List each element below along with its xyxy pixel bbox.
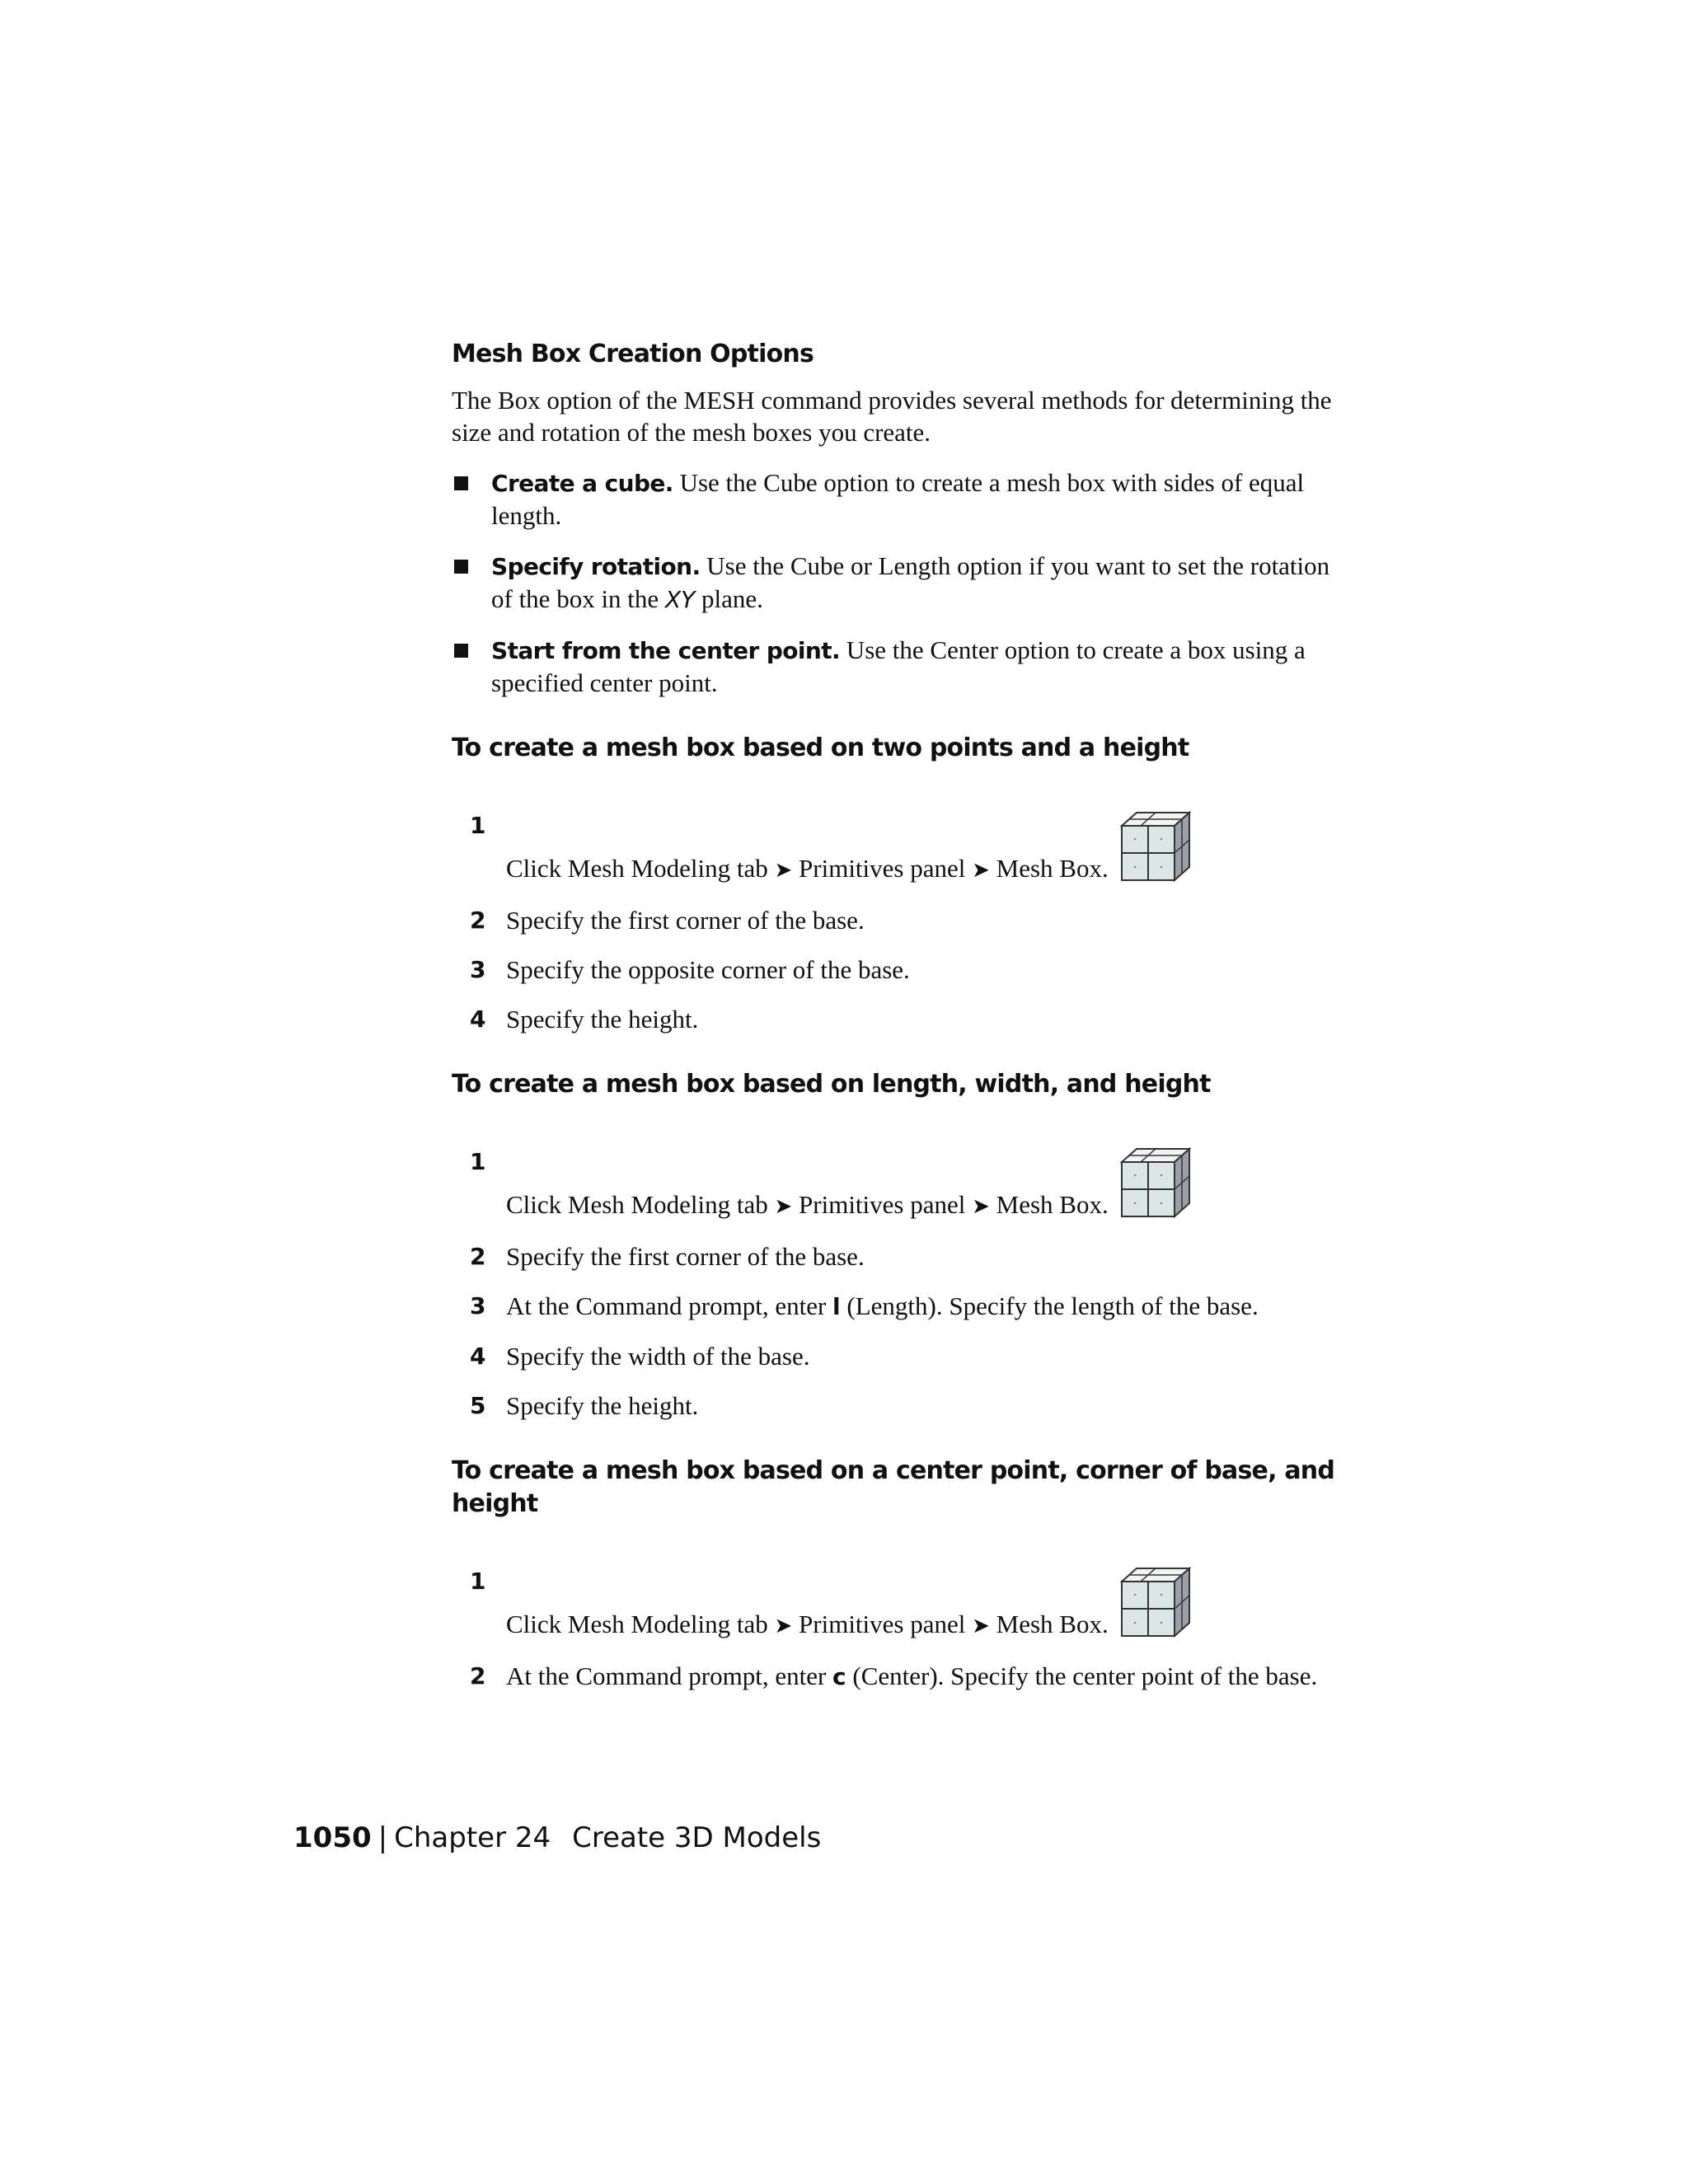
step-number: 3 [470,956,486,983]
step-number: 1 [470,812,486,839]
list-item [452,768,1342,887]
bullet-lead: Specify rotation. [491,553,701,580]
step-text: At the Command prompt, enter [506,1661,833,1690]
menu-arrow-icon: ➤ [774,858,793,883]
list-item [452,904,1342,936]
step-text: Mesh Box. [996,854,1109,883]
intro-paragraph: The Box option of the MESH command provides several methods for determining the size and rotation of the mesh boxes you create. [452,386,1332,447]
step-number: 4 [470,1005,486,1033]
step-number: 1 [470,1568,486,1595]
bullet-lead: Start from the center point. [491,637,841,664]
step-text: (Center). Specify the center point of the base. [846,1661,1318,1690]
bullet-emphasis: XY [664,586,696,613]
step-text: Primitives panel [799,854,966,883]
step-text: Click Mesh Modeling tab [506,1610,768,1638]
chapter-title: Create 3D Models [572,1821,822,1854]
menu-arrow-icon: ➤ [774,1194,793,1219]
bullet-text: Use the Cube or Length option if you want to set the rotation of the box in the [491,551,1330,613]
procedure-heading: To create a mesh box based on two points and a height [452,733,1189,762]
step-text: Mesh Box. [996,1190,1109,1219]
list-item [452,1524,1342,1643]
step-number: 2 [470,1243,486,1270]
step-number: 4 [470,1343,486,1370]
footer-separator: | [377,1821,388,1854]
menu-arrow-icon: ➤ [972,858,990,883]
bullet-square-icon [454,560,468,574]
step-text: Specify the first corner of the base. [506,906,865,935]
section-heading: Mesh Box Creation Options [452,340,814,368]
step-number: 2 [470,907,486,934]
bullet-text-end: plane. [695,584,763,613]
mesh-box-icon [1120,1146,1191,1220]
procedure-steps [452,768,1342,1035]
mesh-box-icon [1120,1565,1191,1639]
step-number: 2 [470,1662,486,1690]
bullet-lead: Create a cube. [491,470,673,497]
list-item [452,466,1342,532]
step-text: Primitives panel [799,1610,966,1638]
menu-arrow-icon: ➤ [972,1614,990,1638]
list-item [452,550,1342,616]
step-text: (Length). Specify the length of the base. [840,1291,1259,1320]
page-number: 1050 [293,1821,372,1854]
step-number: 5 [470,1392,486,1419]
menu-arrow-icon: ➤ [972,1194,990,1219]
options-list [452,466,1342,699]
list-item [452,1240,1342,1272]
page-footer [293,1821,821,1854]
procedure-steps [452,1104,1342,1422]
list-item [452,1390,1342,1422]
command-key: c [832,1663,846,1690]
list-item [452,1290,1342,1323]
bullet-text: Use the Cube option to create a mesh box with sides of equal length. [491,468,1305,530]
step-number: 3 [470,1292,486,1319]
step-text: Specify the height. [506,1391,699,1420]
step-text: Click Mesh Modeling tab [506,1190,768,1219]
list-item [452,1340,1342,1372]
procedure-heading: To create a mesh box based on a center point, corner of base, and height [452,1456,1335,1518]
step-number: 1 [470,1148,486,1175]
step-text: Specify the opposite corner of the base. [506,955,910,984]
menu-arrow-icon: ➤ [774,1614,793,1638]
chapter-number: Chapter 24 [394,1821,551,1854]
step-text: Click Mesh Modeling tab [506,854,768,883]
procedure-steps [452,1524,1342,1693]
command-key: l [832,1293,841,1320]
step-text: Mesh Box. [996,1610,1109,1638]
step-text: Specify the first corner of the base. [506,1242,865,1271]
list-item [452,634,1342,699]
procedure-heading: To create a mesh box based on length, width, and height [452,1070,1211,1099]
step-text: At the Command prompt, enter [506,1291,833,1320]
page-content [452,338,1342,1710]
step-text: Primitives panel [799,1190,966,1219]
list-item [452,954,1342,986]
step-text: Specify the height. [506,1005,699,1033]
list-item [452,1104,1342,1223]
mesh-box-icon [1120,809,1191,883]
bullet-text: Use the Center option to create a box using a specified center point. [491,635,1306,697]
step-text: Specify the width of the base. [506,1342,810,1371]
list-item [452,1003,1342,1035]
list-item [452,1660,1342,1693]
bullet-square-icon [454,476,468,490]
bullet-square-icon [454,644,468,658]
